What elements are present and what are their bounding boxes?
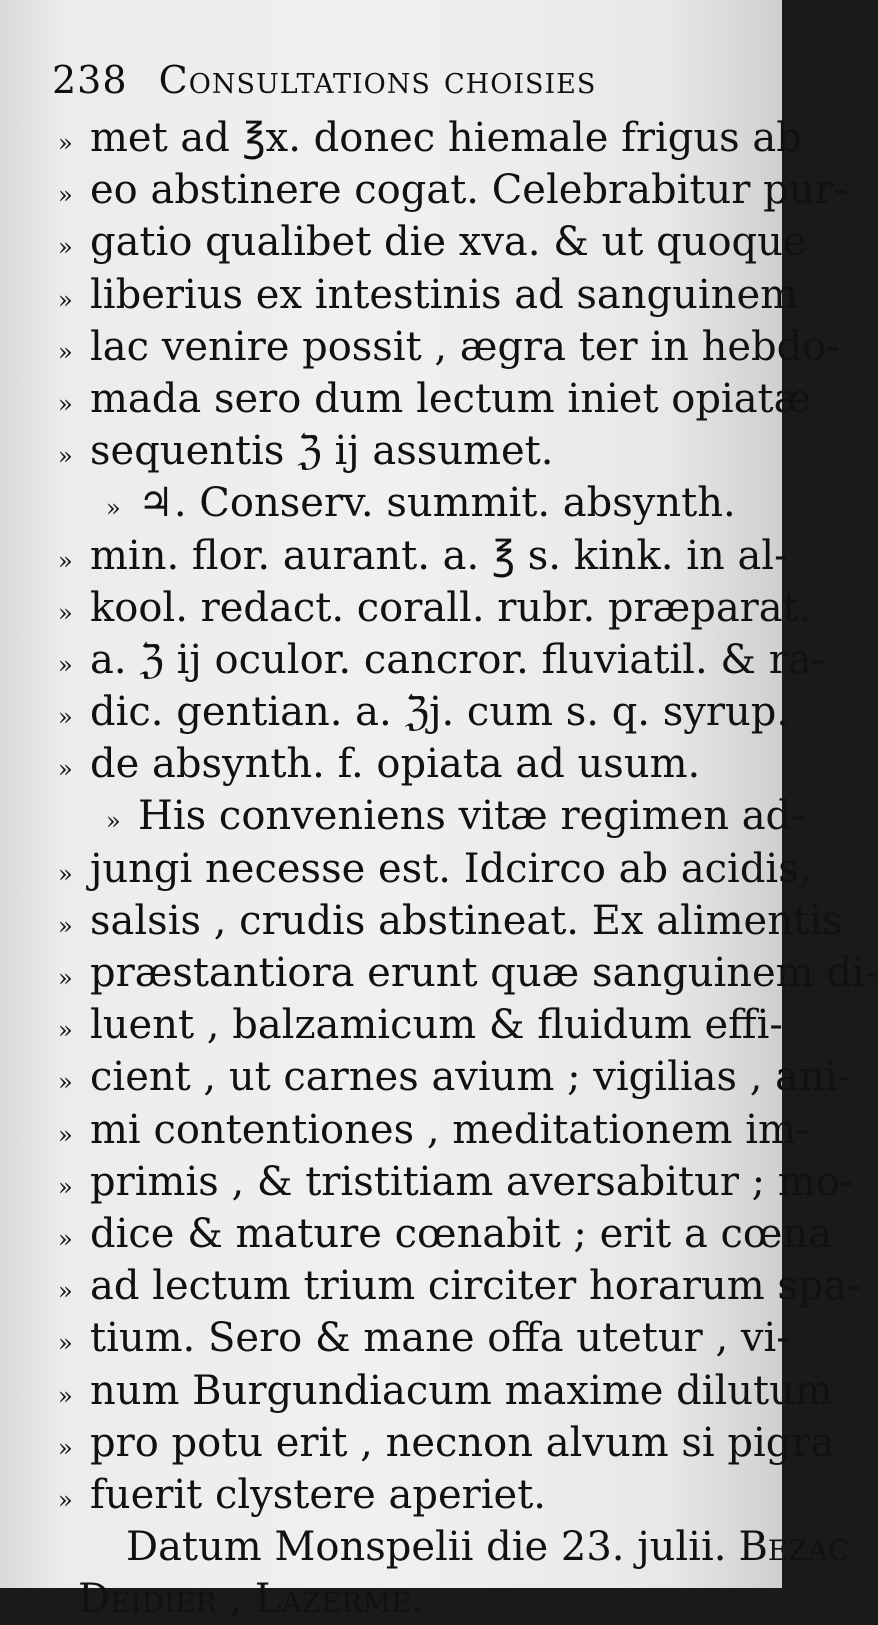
line-text: mada sero dum lectum iniet opiatæ: [90, 375, 812, 422]
quote-mark: »: [58, 337, 73, 366]
text-line: [58, 425, 770, 477]
text-line: [58, 790, 805, 842]
line-text: lac venire possit , ægra ter in hebdo-: [90, 323, 840, 370]
quote-mark: »: [58, 1016, 73, 1045]
text-line: [58, 530, 788, 582]
line-text: mi contentiones , meditationem im-: [90, 1106, 810, 1153]
line-text: ad lectum trium circiter horarum spa-: [90, 1263, 861, 1310]
text-line: [58, 843, 812, 895]
running-header: [52, 58, 772, 102]
line-text: eo abstinere cogat. Celebrabitur pur-: [90, 167, 848, 214]
quote-mark: »: [58, 1277, 73, 1306]
quote-mark: »: [58, 1224, 73, 1253]
line-text: de absynth. f. opiata ad usum.: [90, 741, 701, 788]
quote-mark: »: [58, 285, 73, 314]
line-text: præstantiora erunt quæ sanguinem di-: [90, 950, 878, 996]
quote-mark: »: [58, 755, 73, 784]
text-line: [58, 582, 812, 634]
text-line: [58, 1469, 770, 1521]
quote-mark: »: [58, 1329, 73, 1358]
line-text: liberius ex intestinis ad sanguinem: [90, 271, 799, 318]
text-line: [58, 1417, 835, 1469]
dateline-text: Datum Monspelii die 23. julii.: [126, 1524, 727, 1571]
line-text: dice & mature cœnabit ; erit a cœna: [90, 1210, 833, 1257]
quote-mark: »: [58, 1120, 73, 1149]
text-line: [58, 999, 783, 1051]
text-line: [58, 1365, 833, 1417]
line-text: salsis , crudis abstineat. Ex alimentis: [90, 897, 843, 944]
quote-mark: »: [58, 233, 73, 262]
line-text: jungi necesse est. Idcirco ab acidis,: [90, 845, 812, 892]
quote-mark: »: [58, 859, 73, 888]
quote-mark: »: [58, 598, 73, 627]
quote-mark: »: [58, 129, 73, 157]
line-text: tium. Sero & mane offa utetur , vi-: [90, 1315, 790, 1362]
line-text: primis , & tristitiam aversabitur ; mo-: [90, 1158, 854, 1205]
text-line: [58, 477, 770, 529]
line-text: luent , balzamicum & fluidum effi-: [90, 1002, 783, 1049]
quote-mark: »: [58, 964, 73, 992]
quote-mark: »: [106, 807, 121, 836]
line-text: a. ℨ ij oculor. cancror. fluviatil. & ra-: [90, 636, 826, 683]
signature-line: [78, 1573, 770, 1625]
line-text: fuerit clystere aperiet.: [90, 1471, 547, 1518]
text-line: [58, 1260, 861, 1312]
text-line: [58, 164, 848, 216]
quote-mark: »: [58, 911, 73, 940]
text-line: [58, 216, 807, 268]
author-name: Bezac: [738, 1524, 850, 1571]
text-line: [58, 1104, 810, 1156]
line-text: min. flor. aurant. a. ℥ s. kink. in al-: [90, 532, 788, 579]
quote-mark: »: [106, 494, 121, 523]
line-text: cient , ut carnes avium ; vigilias , ani-: [90, 1054, 852, 1101]
line-text: num Burgundiacum maxime dilutum: [90, 1367, 833, 1414]
line-text: met ad ℥x. donec hiemale frigus ab: [90, 115, 802, 161]
quote-mark: »: [58, 650, 73, 679]
dateline: [58, 1521, 850, 1573]
line-text: kool. redact. corall. rubr. præparat.: [90, 584, 812, 631]
text-line: [58, 686, 790, 738]
quote-mark: »: [58, 1433, 73, 1462]
text-line: [58, 947, 878, 999]
quote-mark: »: [58, 1172, 73, 1201]
quote-mark: »: [58, 181, 73, 210]
line-text: ♃. Conserv. summit. absynth.: [138, 480, 736, 527]
text-line: [58, 373, 812, 425]
quote-mark: »: [58, 1068, 73, 1097]
text-line: [58, 634, 826, 686]
text-line: [58, 895, 843, 947]
quote-mark: »: [58, 546, 73, 575]
quote-mark: »: [58, 442, 73, 471]
text-line: [58, 1208, 833, 1260]
line-text: dic. gentian. a. ℨj. cum s. q. syrup.: [90, 689, 790, 736]
line-text: sequentis ℨ ij assumet.: [90, 428, 554, 475]
text-line: [58, 738, 770, 790]
quote-mark: »: [58, 1485, 73, 1514]
body-text: [58, 112, 878, 1625]
page-number: 238: [52, 58, 128, 102]
quote-mark: »: [58, 703, 73, 732]
quote-mark: »: [58, 1381, 73, 1410]
line-text: His conveniens vitæ regimen ad-: [138, 793, 805, 840]
line-text: gatio qualibet die xva. & ut quoque: [90, 219, 807, 266]
text-line: [58, 269, 799, 321]
line-text: pro potu erit , necnon alvum si pigra: [90, 1419, 835, 1466]
running-title: Consultations choisies: [158, 58, 597, 102]
text-line: [58, 321, 840, 373]
author-names: Deidier , Lazerme.: [78, 1576, 425, 1623]
quote-mark: »: [58, 389, 73, 418]
text-line: [58, 112, 802, 164]
text-line: [58, 1156, 854, 1208]
text-line: [58, 1312, 790, 1364]
text-line: [58, 1051, 852, 1103]
